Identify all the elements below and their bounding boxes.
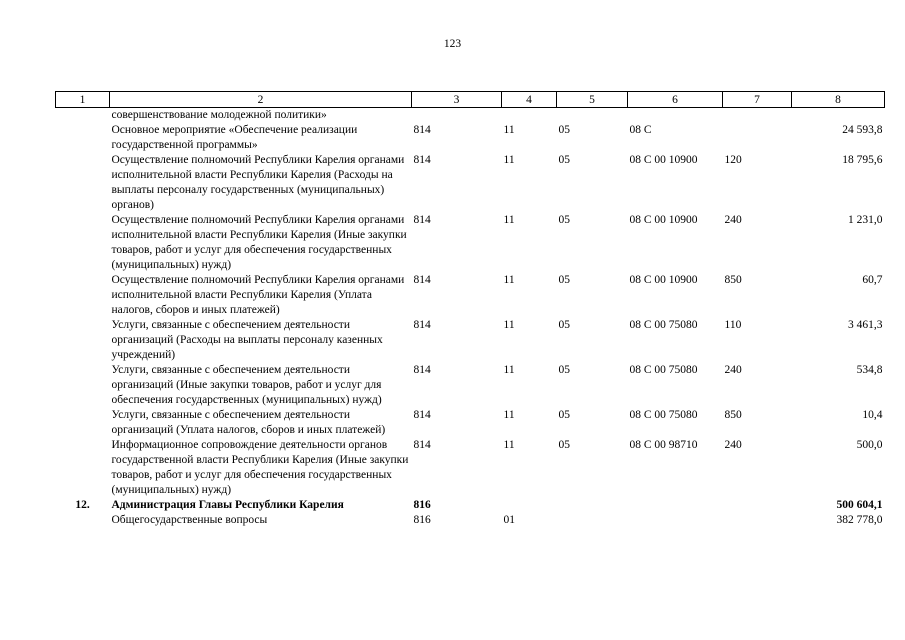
row-section: 11: [503, 274, 515, 286]
row-org-code: 814: [413, 124, 431, 136]
row-number: 12.: [75, 499, 90, 511]
column-header: 2: [110, 92, 412, 108]
row-sum: 534,8: [856, 364, 883, 376]
row-name: совершенствование молодежной политики»: [111, 109, 327, 121]
row-org-code: 814: [413, 274, 431, 286]
row-expense-type: 850: [724, 409, 742, 421]
row-name: Информационное сопровождение деятельности органов государственной власти Республики Карелия (Иные закупки товаров, работ и услуг для обеспечения государственных (муниципальных) нужд): [111, 439, 409, 496]
header-row: [56, 92, 885, 108]
row-subsection: 05: [558, 214, 570, 226]
table-row: [56, 153, 885, 213]
row-target-code: 08 С 00 10900: [629, 274, 698, 286]
row-target-code: [628, 108, 723, 124]
row-org-code: 814: [413, 439, 431, 451]
budget-table: [55, 91, 885, 528]
row-name: Основное мероприятие «Обеспечение реализации государственной программы»: [111, 124, 358, 151]
row-subsection: [557, 513, 628, 528]
table-row: [56, 213, 885, 273]
row-subsection: 05: [558, 274, 570, 286]
column-header: 3: [412, 92, 502, 108]
table-row: [56, 363, 885, 408]
row-target-code: 08 С 00 75080: [629, 409, 698, 421]
row-target-code: 08 С 00 75080: [629, 319, 698, 331]
row-target-code: [628, 513, 723, 528]
row-number: [56, 363, 110, 408]
row-sum: [792, 108, 885, 124]
row-sum: 500 604,1: [836, 499, 883, 511]
row-org-code: 816: [413, 499, 431, 511]
row-number: [56, 153, 110, 213]
row-number: [56, 438, 110, 498]
row-section: [502, 108, 557, 124]
row-section: 11: [503, 154, 515, 166]
row-subsection: 05: [558, 439, 570, 451]
row-subsection: 05: [558, 124, 570, 136]
row-target-code: 08 С: [629, 124, 652, 136]
row-expense-type: [723, 108, 792, 124]
row-target-code: 08 С 00 75080: [629, 364, 698, 376]
column-header: 1: [56, 92, 110, 108]
row-sum: 60,7: [862, 274, 883, 286]
row-section: 11: [503, 214, 515, 226]
table-row: [56, 273, 885, 318]
column-header: 5: [557, 92, 628, 108]
row-subsection: 05: [558, 154, 570, 166]
row-name: Осуществление полномочий Республики Карелия органами исполнительной власти Республики Карелия (Уплата налогов, сборов и иных платежей): [111, 274, 405, 316]
row-target-code: [628, 498, 723, 513]
row-expense-type: 110: [724, 319, 742, 331]
table-row: [56, 513, 885, 528]
row-org-code: [412, 108, 502, 124]
row-org-code: 814: [413, 364, 431, 376]
row-number: [56, 513, 110, 528]
row-org-code: 814: [413, 214, 431, 226]
page-number: 123: [443, 38, 462, 50]
table-row: [56, 408, 885, 438]
row-section: 11: [503, 319, 515, 331]
row-org-code: 814: [413, 154, 431, 166]
row-expense-type: 240: [724, 439, 742, 451]
row-expense-type: 240: [724, 214, 742, 226]
column-header: 8: [792, 92, 885, 108]
row-section: [502, 498, 557, 513]
row-sum: 500,0: [856, 439, 883, 451]
row-org-code: 814: [413, 319, 431, 331]
row-subsection: 05: [558, 319, 570, 331]
row-subsection: [557, 108, 628, 124]
column-header: 4: [502, 92, 557, 108]
row-sum: 10,4: [862, 409, 883, 421]
table-row: [56, 498, 885, 513]
row-section: 11: [503, 409, 515, 421]
row-sum: 24 593,8: [842, 124, 883, 136]
row-name: Осуществление полномочий Республики Карелия органами исполнительной власти Республики Карелия (Иные закупки товаров, работ и услуг для обеспечения государственных (муниципальных) нужд): [111, 214, 407, 271]
table-row: [56, 318, 885, 363]
row-number: [56, 123, 110, 153]
row-name: Услуги, связанные с обеспечением деятельности организаций (Уплата налогов, сборов и иных платежей): [111, 409, 386, 436]
row-org-code: 816: [413, 514, 431, 526]
row-expense-type: [723, 513, 792, 528]
row-section: 11: [503, 439, 515, 451]
row-section: 01: [503, 514, 515, 526]
table-row: [56, 108, 885, 124]
row-number: [56, 318, 110, 363]
row-name: Общегосударственные вопросы: [111, 514, 268, 526]
row-sum: 3 461,3: [848, 319, 883, 331]
row-sum: 18 795,6: [842, 154, 883, 166]
row-expense-type: 120: [724, 154, 742, 166]
row-name: Услуги, связанные с обеспечением деятельности организаций (Расходы на выплаты персоналу казенных учреждений): [111, 319, 383, 361]
row-subsection: 05: [558, 409, 570, 421]
row-number: [56, 408, 110, 438]
row-name: Осуществление полномочий Республики Карелия органами исполнительной власти Республики Карелия (Расходы на выплаты персоналу государственных (муниципальных) органов): [111, 154, 405, 211]
column-header: 6: [628, 92, 723, 108]
row-sum: 382 778,0: [836, 514, 883, 526]
row-expense-type: 240: [724, 364, 742, 376]
row-subsection: [557, 498, 628, 513]
row-target-code: 08 С 00 10900: [629, 214, 698, 226]
row-name: Администрация Главы Республики Карелия: [111, 499, 344, 511]
row-subsection: 05: [558, 364, 570, 376]
row-name: Услуги, связанные с обеспечением деятельности организаций (Иные закупки товаров, работ и услуг для обеспечения государственных (муниципальных) нужд): [111, 364, 382, 406]
row-target-code: 08 С 00 10900: [629, 154, 698, 166]
column-header: 7: [723, 92, 792, 108]
row-target-code: 08 С 00 98710: [629, 439, 698, 451]
row-number: [56, 108, 110, 124]
row-sum: 1 231,0: [848, 214, 883, 226]
row-section: 11: [503, 124, 515, 136]
row-number: [56, 213, 110, 273]
table-body: [56, 108, 885, 529]
row-number: [56, 273, 110, 318]
row-expense-type: [723, 498, 792, 513]
row-section: 11: [503, 364, 515, 376]
table-row: [56, 123, 885, 153]
row-org-code: 814: [413, 409, 431, 421]
row-expense-type: [723, 123, 792, 153]
table-row: [56, 438, 885, 498]
row-expense-type: 850: [724, 274, 742, 286]
